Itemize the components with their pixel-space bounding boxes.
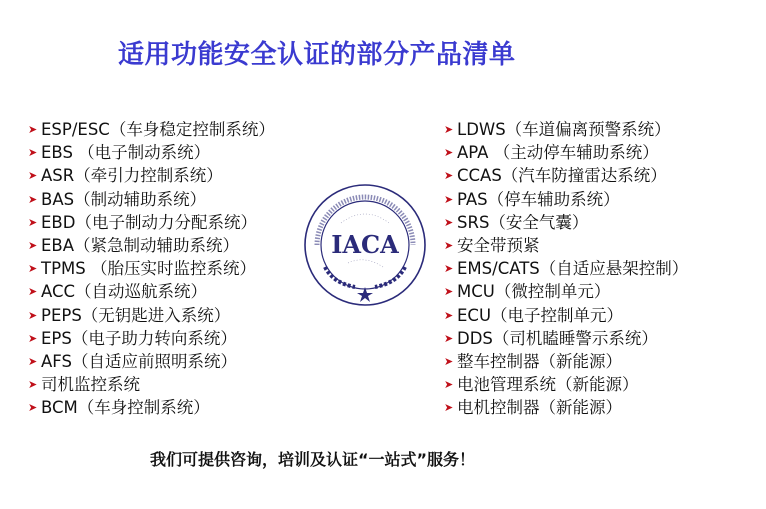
list-item-label: BAS（制动辅助系统） <box>41 189 207 209</box>
list-item-label: EPS（电子助力转向系统） <box>41 328 237 348</box>
list-item-label: 司机监控系统 <box>41 375 140 395</box>
page-title: 适用功能安全认证的部分产品清单 <box>118 40 516 70</box>
product-list-right <box>444 118 688 419</box>
bullet-arrow-icon: ➤ <box>444 308 454 322</box>
product-list-left <box>28 118 275 419</box>
bullet-arrow-icon: ➤ <box>28 239 38 253</box>
list-item-label: APA （主动停车辅助系统） <box>457 143 659 163</box>
bullet-arrow-icon: ➤ <box>28 378 38 392</box>
list-item <box>444 234 688 257</box>
list-item-label: AFS（自适应前照明系统） <box>41 351 237 371</box>
list-item <box>28 211 275 234</box>
bullet-arrow-icon: ➤ <box>28 146 38 160</box>
list-item <box>28 141 275 164</box>
list-item <box>444 188 688 211</box>
list-item-label: TPMS （胎压实时监控系统） <box>41 259 256 279</box>
list-item <box>444 373 688 396</box>
bullet-arrow-icon: ➤ <box>444 262 454 276</box>
list-item <box>28 257 275 280</box>
bullet-arrow-icon: ➤ <box>28 308 38 322</box>
list-item-label: PEPS（无钥匙进入系统） <box>41 305 231 325</box>
list-item <box>444 257 688 280</box>
list-item <box>28 304 275 327</box>
list-item <box>444 211 688 234</box>
list-item <box>444 350 688 373</box>
list-item-label: 电机控制器（新能源） <box>457 398 622 418</box>
list-item-label: LDWS（车道偏离预警系统） <box>457 120 671 140</box>
list-item-label: ASR（牵引力控制系统） <box>41 166 223 186</box>
bullet-arrow-icon: ➤ <box>28 215 38 229</box>
bullet-arrow-icon: ➤ <box>444 169 454 183</box>
list-item <box>28 350 275 373</box>
list-item <box>28 327 275 350</box>
list-item <box>444 396 688 419</box>
service-slogan: 我们可提供咨询，培训及认证“一站式”服务！ <box>150 450 476 469</box>
list-item-label: 电池管理系统（新能源） <box>457 375 639 395</box>
list-item <box>28 118 275 141</box>
bullet-arrow-icon: ➤ <box>444 215 454 229</box>
bullet-arrow-icon: ➤ <box>28 192 38 206</box>
list-item-label: ACC（自动巡航系统） <box>41 282 208 302</box>
bullet-arrow-icon: ➤ <box>444 285 454 299</box>
list-item-label: BCM（车身控制系统） <box>41 398 210 418</box>
list-item <box>28 188 275 211</box>
list-item-label: SRS（安全气囊） <box>457 212 589 232</box>
list-item <box>28 396 275 419</box>
bullet-arrow-icon: ➤ <box>28 331 38 345</box>
bullet-arrow-icon: ➤ <box>28 262 38 276</box>
list-item-label: ESP/ESC（车身稳定控制系统） <box>41 120 275 140</box>
list-item-label: ECU（电子控制单元） <box>457 305 624 325</box>
list-item-label: EBS （电子制动系统） <box>41 143 211 163</box>
list-item-label: 安全带预紧 <box>457 236 540 256</box>
list-item <box>28 164 275 187</box>
bullet-arrow-icon: ➤ <box>444 146 454 160</box>
list-item-label: DDS（司机瞌睡警示系统） <box>457 328 658 348</box>
bullet-arrow-icon: ➤ <box>28 354 38 368</box>
bullet-arrow-icon: ➤ <box>444 239 454 253</box>
bullet-arrow-icon: ➤ <box>444 354 454 368</box>
bullet-arrow-icon: ➤ <box>28 285 38 299</box>
seal-text: IACA <box>331 230 399 259</box>
bullet-arrow-icon: ➤ <box>444 401 454 415</box>
list-item <box>444 118 688 141</box>
list-item <box>444 327 688 350</box>
list-item <box>444 280 688 303</box>
list-item-label: 整车控制器（新能源） <box>457 351 622 371</box>
list-item <box>444 164 688 187</box>
bullet-arrow-icon: ➤ <box>444 123 454 137</box>
bullet-arrow-icon: ➤ <box>444 192 454 206</box>
bullet-arrow-icon: ➤ <box>28 169 38 183</box>
iaca-seal-logo <box>303 183 427 307</box>
bullet-arrow-icon: ➤ <box>28 401 38 415</box>
list-item-label: EBD（电子制动力分配系统） <box>41 212 257 232</box>
list-item-label: EBA（紧急制动辅助系统） <box>41 236 240 256</box>
list-item <box>444 304 688 327</box>
bullet-arrow-icon: ➤ <box>444 331 454 345</box>
list-item <box>28 373 275 396</box>
list-item <box>28 280 275 303</box>
list-item-label: MCU（微控制单元） <box>457 282 611 302</box>
bullet-arrow-icon: ➤ <box>444 378 454 392</box>
list-item-label: PAS（停车辅助系统） <box>457 189 620 209</box>
list-item-label: EMS/CATS（自适应悬架控制） <box>457 259 689 279</box>
list-item-label: CCAS（汽车防撞雷达系统） <box>457 166 667 186</box>
list-item <box>444 141 688 164</box>
list-item <box>28 234 275 257</box>
bullet-arrow-icon: ➤ <box>28 123 38 137</box>
